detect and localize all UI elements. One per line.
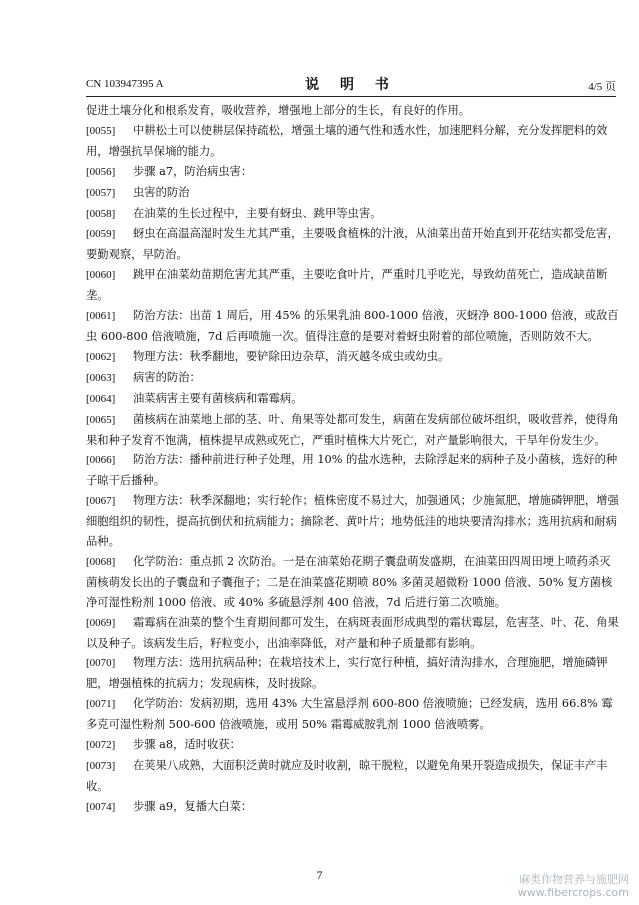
paragraph-number: [0072] xyxy=(86,739,116,752)
paragraph xyxy=(86,613,620,654)
paragraph-text: 跳甲在油菜幼苗期危害尤其严重，主要吃食叶片，严重时几乎吃光，导致幼苗死亡，造成缺苗断垄。 xyxy=(86,268,608,303)
paragraph xyxy=(86,121,620,162)
paragraph-text: 化学防治：发病初期，选用 43% 大生富悬浮剂 600-800 倍液喷施；已经发病，选用 66.8% 霉多克可湿性粉剂 500-600 倍液喷施，或用 50% 霜霉威胺乳剂 1000 倍液喷雾。 xyxy=(86,697,613,732)
paragraph-number: [0057] xyxy=(86,186,116,199)
document-body xyxy=(86,101,620,818)
watermark xyxy=(518,873,629,899)
paragraph-number: [0073] xyxy=(86,760,116,772)
paragraph xyxy=(86,653,620,694)
paragraph-number: [0059] xyxy=(86,228,116,241)
page-number: 7 xyxy=(316,868,323,882)
header-rule xyxy=(86,96,616,97)
paragraph-text: 霜霉病在油菜的整个生育期间都可发生，在病斑表面形成典型的霜状霉层，危害茎、叶、花、角果以及种子。该病发生后，籽粒变小，出油率降低，对产量和种子质量都有影响。 xyxy=(86,615,619,650)
paragraph-number: [0074] xyxy=(86,800,116,813)
page-header xyxy=(86,76,616,96)
paragraph-number: [0070] xyxy=(86,657,116,670)
paragraph-number: [0069] xyxy=(86,616,116,629)
paragraph-number: [0066] xyxy=(86,454,116,467)
paragraph-text: 步骤 a9，复播大白菜： xyxy=(133,799,253,813)
paragraph-text: 物理方法：秋季深翻地；实行轮作；植株密度不易过大，加强通风；少施氮肥，增施磷钾肥，增强细胞组织的韧性，提高抗倒伏和抗病能力；摘除老、黄叶片；地势低洼的地块要清沟排水；选用抗病和耐病品种。 xyxy=(86,494,619,549)
paragraph xyxy=(86,410,620,451)
watermark-site-name: 麻类作物营养与施肥网 xyxy=(519,873,629,886)
paragraph xyxy=(86,694,620,735)
paragraph-text: 在油菜的生长过程中，主要有蚜虫、跳甲等虫害。 xyxy=(133,206,382,220)
paragraph-text: 防治方法：播种前进行种子处理，用 10% 的盐水选种，去除浮起来的病种子及小菌核，选好的种子晾干后播种。 xyxy=(86,453,618,488)
paragraph xyxy=(86,265,620,306)
paragraph xyxy=(86,797,620,818)
paragraph xyxy=(86,306,620,347)
paragraph-text: 菌核病在油菜地上部的茎、叶、角果等处都可发生，病菌在发病部位破坏组织，吸收营养，使得角果和种子发育不饱满，植株提早成熟或死亡，严重时植株大片死亡，对产量影响很大，干旱年份发生少。 xyxy=(86,412,619,447)
paragraph-text: 防治方法：出苗 1 周后，用 45% 的乐果乳油 800-1000 倍液，灭蚜净 800-1000 倍液，或敌百虫 600-800 倍液喷施，7d 后再喷施一次。值得注意的是要对着蚜虫附着的部位喷施，否则防效不大。 xyxy=(86,309,619,343)
patent-number: CN 103947395 A xyxy=(86,78,164,90)
paragraph xyxy=(86,224,620,265)
paragraph-number: [0060] xyxy=(86,269,116,282)
paragraph-number: [0063] xyxy=(86,371,116,384)
paragraph-text: 病害的防治： xyxy=(133,370,201,384)
paragraph xyxy=(86,735,620,756)
paragraph-text: 化学防治：重点抓 2 次防治。一是在油菜始花期子囊盘萌发盛期，在油菜田四周田埂上喷药杀灭菌核萌发长出的子囊盘和子囊孢子；二是在油菜盛花期喷 80% 多菌灵超微粉 1000 倍液、50% 复方菌核净可湿性粉剂 1000 倍液、或 40% 多硫悬浮剂 400 倍液，7d 后进行第二次喷施。 xyxy=(86,554,613,609)
paragraph-text: 蚜虫在高温高湿时发生尤其严重，主要吸食植株的汁液，从油菜出苗开始直到开花结实都受危害，要勤观察，早防治。 xyxy=(86,227,619,262)
paragraph-text: 步骤 a8，适时收获： xyxy=(133,738,241,752)
paragraph-number: [0061] xyxy=(86,310,116,323)
paragraph-number: [0062] xyxy=(86,350,116,363)
page-ratio: 4/5 页 xyxy=(588,81,616,93)
paragraph xyxy=(86,204,620,225)
paragraph xyxy=(86,162,620,183)
paragraph xyxy=(86,368,620,389)
paragraph xyxy=(86,491,620,552)
paragraph xyxy=(86,347,620,368)
paragraph xyxy=(86,183,620,204)
watermark-url: www.fibercrops.com xyxy=(517,886,629,899)
intro-line: 促进土壤分化和根系发育，吸收营养，增强地上部分的生长，有良好的作用。 xyxy=(86,104,471,117)
paragraph-number: [0055] xyxy=(86,124,116,137)
document-title: 说 明 书 xyxy=(305,77,397,93)
paragraph-number: [0058] xyxy=(86,207,116,220)
paragraph-number: [0064] xyxy=(86,392,116,405)
paragraph-text: 虫害的防治 xyxy=(133,185,190,199)
paragraph-text: 物理方法：选用抗病品种；在栽培技术上，实行宽行种植，搞好清沟排水，合理施肥，增施磷钾肥，增强植株的抗病力；发现病株，及时拔除。 xyxy=(86,656,608,691)
paragraph xyxy=(86,756,620,797)
paragraph xyxy=(86,450,620,491)
paragraph-text: 步骤 a7，防治病虫害： xyxy=(133,164,253,178)
paragraph-number: [0056] xyxy=(86,165,116,178)
paragraph-text: 在荚果八成熟，大面积泛黄时就应及时收割，晾干脱粒，以避免角果开裂造成损失，保证丰产丰收。 xyxy=(86,759,608,793)
paragraph-number: [0068] xyxy=(86,555,116,568)
paragraph-number: [0065] xyxy=(86,413,116,426)
paragraph xyxy=(86,552,620,613)
paragraph-text: 物理方法：秋季翻地，要铲除田边杂草，消灭越冬成虫或幼虫。 xyxy=(133,349,450,363)
paragraph-text: 中耕松土可以使耕层保持疏松，增强土壤的通气性和透水性，加速肥料分解，充分发挥肥料的效用，增强抗旱保墒的能力。 xyxy=(86,123,608,158)
paragraph-number: [0067] xyxy=(86,495,116,508)
paragraph-number: [0071] xyxy=(86,698,116,711)
paragraph xyxy=(86,389,620,410)
paragraph-text: 油菜病害主要有菌核病和霜霉病。 xyxy=(133,391,303,405)
